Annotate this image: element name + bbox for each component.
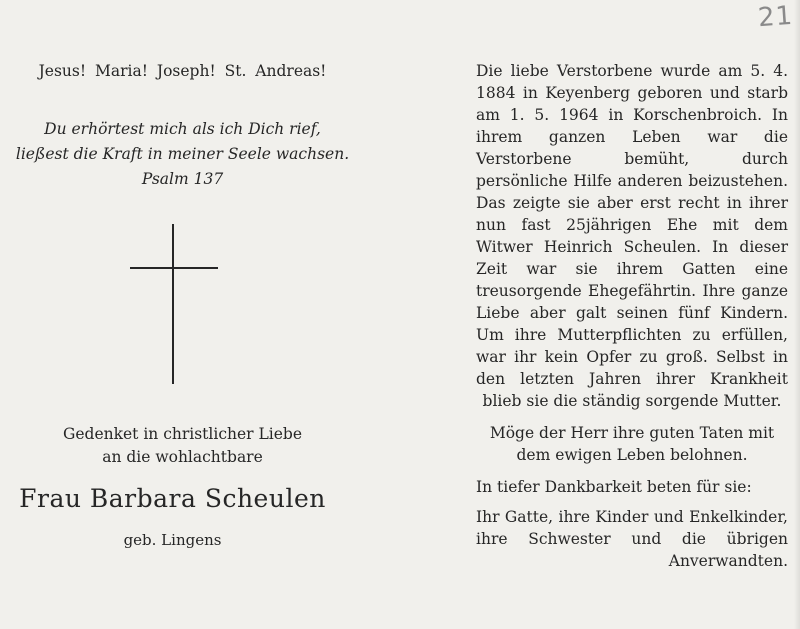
verse-reference: Psalm 137 bbox=[141, 170, 224, 188]
cross-vertical-bar bbox=[172, 224, 174, 384]
mourners-paragraph: Ihr Gatte, ihre Kinder und Enkelkinder, ihre Schwester und die übrigen Anverwandten. bbox=[476, 508, 788, 570]
prayer-paragraph: Möge der Herr ihre guten Taten mit dem ewigen Leben belohnen. bbox=[489, 424, 775, 464]
cross-horizontal-bar bbox=[130, 267, 218, 269]
verse-line-2: ließest die Kraft in meiner Seele wachsen. bbox=[15, 145, 350, 163]
remember-line-1: Gedenket in christlicher Liebe bbox=[62, 425, 303, 443]
verse-line-1: Du erhörtest mich als ich Dich rief, bbox=[44, 120, 321, 138]
invocation: Jesus! Maria! Joseph! St. Andreas! bbox=[38, 62, 327, 80]
deceased-name: Frau Barbara Scheulen bbox=[19, 484, 326, 513]
paper-edge-shadow bbox=[794, 0, 800, 629]
right-panel bbox=[476, 60, 788, 572]
archive-number: 21 bbox=[756, 0, 795, 34]
birth-name: geb. Lingens bbox=[123, 531, 222, 549]
remember-line-2: an die wohlachtbare bbox=[102, 448, 263, 466]
remembrance-text bbox=[0, 423, 365, 469]
biography-paragraph: Die liebe Verstorbene wurde am 5. 4. 1884 in Keyenberg geboren und starb am 1. 5. 1964 in Korschenbroich. In ihrem ganzen Leben war die Verstorbene bemüht, durch persönliche Hilfe anderen beizustehen. Das zeigte sie aber erst recht in ihrer nun fast 25jährigen Ehe mit dem Witwer Heinrich Scheulen. In dieser Zeit war sie ihrem Gatten eine treusorgende Ehegefährtin. Ihre ganze Liebe aber galt seinen fünf Kindern. Um ihre Mutterpflichten zu erfüllen, war ihr kein Opfer zu groß. Selbst in den letzten Jahren ihrer Krankheit blieb sie die ständig sorgende Mutter. bbox=[476, 62, 788, 410]
thanks-intro: In tiefer Dankbarkeit beten für sie: bbox=[476, 478, 752, 496]
